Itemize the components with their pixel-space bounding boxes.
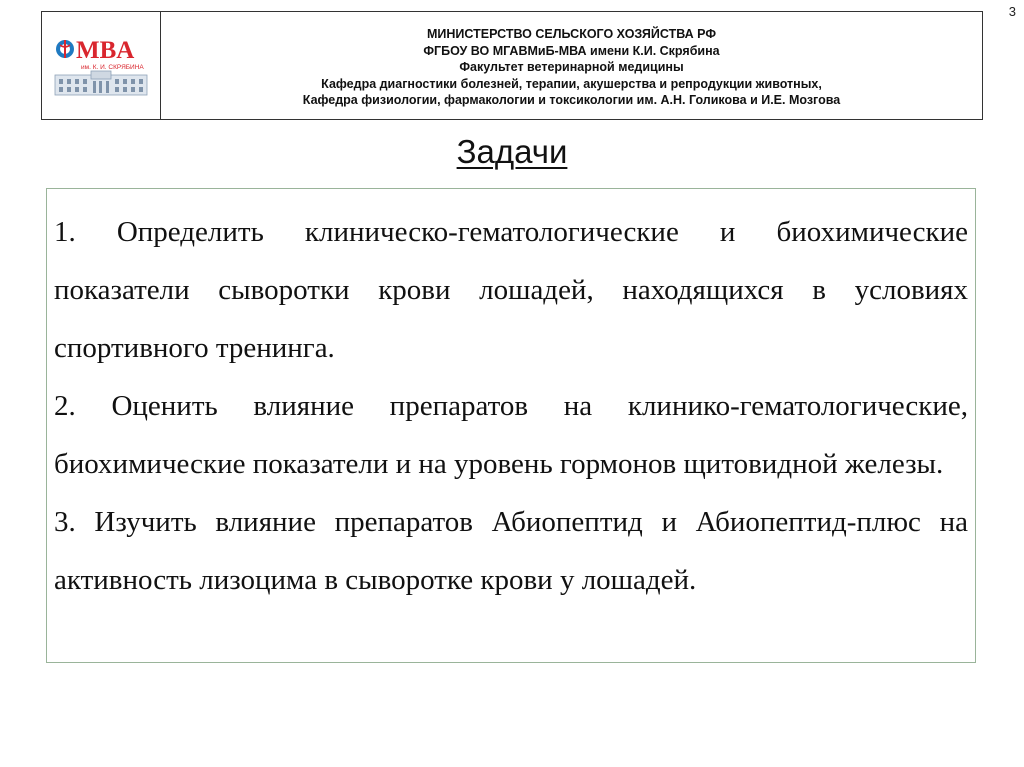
- university-line: ФГБОУ ВО МГАВМиБ-МВА имени К.И. Скрябина: [423, 43, 720, 58]
- faculty-line: Факультет ветеринарной медицины: [459, 60, 684, 75]
- header-text: [161, 12, 982, 119]
- header: [41, 11, 983, 120]
- ministry-line: МИНИСТЕРСТВО СЕЛЬСКОГО ХОЗЯЙСТВА РФ: [426, 27, 716, 42]
- page-title: [0, 133, 1024, 171]
- logo: [42, 12, 161, 119]
- task-item: 2. Оценить влияние препаратов на клинико-гематологические, биохимические показатели и на уровень гормонов щитовидной железы.: [54, 390, 968, 480]
- page-number: 3: [1008, 4, 1016, 19]
- page-title-text: Задачи: [456, 133, 568, 170]
- logo-subtitle: им. К. И. СКРЯБИНА: [81, 63, 144, 71]
- task-item: 1. Определить клиническо-гематологические и биохимические показатели сыворотки крови лошадей, находящихся в условиях спортивного тренинга.: [54, 216, 968, 364]
- tasks-box: [46, 188, 976, 663]
- mba-logo-icon: [51, 31, 151, 101]
- department-line-2: Кафедра физиологии, фармакологии и токсикологии им. А.Н. Голикова и И.Е. Мозгова: [302, 93, 841, 108]
- task-item: 3. Изучить влияние препаратов Абиопептид и Абиопептид-плюс на активность лизоцима в сыворотке крови у лошадей.: [54, 506, 968, 596]
- department-line-1: Кафедра диагностики болезней, терапии, акушерства и репродукции животных,: [321, 76, 822, 91]
- logo-text: MBA: [76, 36, 135, 64]
